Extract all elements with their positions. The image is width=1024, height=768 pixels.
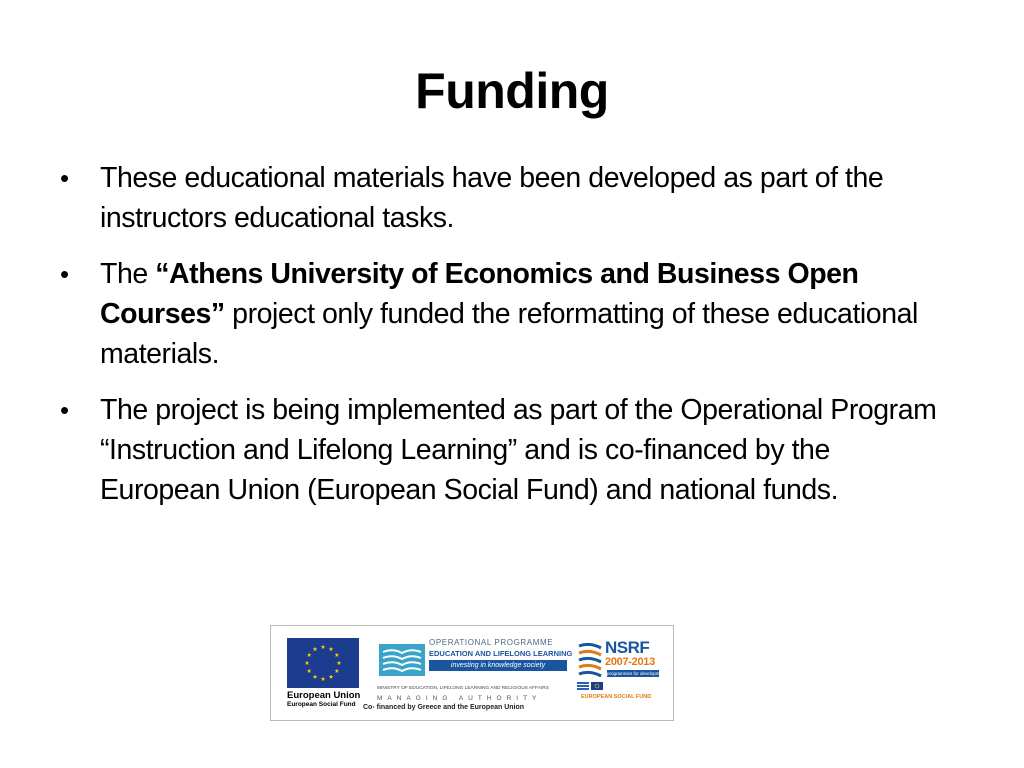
bullet-text-suffix: project only funded the reformatting of these educational materials. [100, 298, 918, 370]
op-authority: MANAGING AUTHORITY [377, 695, 542, 702]
bullet-item [56, 390, 956, 510]
bullet-glyph: • [60, 259, 69, 289]
nsrf-logo [577, 636, 667, 700]
eu-logo [287, 638, 363, 709]
op-slogan: investing in knowledge society [429, 660, 567, 671]
eu-fund: European Social Fund [287, 701, 356, 708]
nsrf-esf: EUROPEAN SOCIAL FUND [581, 694, 652, 700]
nsrf-subtitle: programmes for development [607, 671, 666, 676]
eu-flag-icon [287, 638, 359, 688]
bullet-text-prefix: The [100, 258, 156, 290]
op-ministry: MINISTRY OF EDUCATION, LIFELONG LEARNING AND RELIGIOUS AFFAIRS [377, 686, 549, 691]
op-programme-label: OPERATIONAL PROGRAMME [429, 638, 554, 647]
cofinanced-text: Co- financed by Greece and the European Union [363, 704, 525, 711]
nsrf-name: NSRF [605, 638, 650, 657]
op-programme-name: EDUCATION AND LIFELONG LEARNING [429, 649, 573, 658]
bullet-text: These educational materials have been developed as part of the instructors educational tasks. [100, 162, 884, 234]
open-book-icon [377, 640, 427, 680]
bullet-item [56, 254, 956, 374]
slide-title: Funding [415, 63, 609, 119]
bullet-glyph: • [60, 395, 69, 425]
bullet-list [56, 158, 956, 526]
bullet-glyph: • [60, 163, 69, 193]
nsrf-waves-icon [577, 640, 603, 680]
bullet-item [56, 158, 956, 238]
bullet-text: The project is being implemented as part of the Operational Program “Instruction and Lifelong Learning” and is co-financed by the European Union (European Social Fund) and national funds. [100, 394, 937, 506]
eu-name: European Union [287, 690, 361, 701]
bullet-text-bold: “Athens University of Economics and Business Open Courses” [100, 258, 859, 330]
nsrf-years: 2007-2013 [605, 656, 655, 668]
flags-icon [577, 682, 603, 690]
funding-logo-banner [270, 625, 674, 721]
